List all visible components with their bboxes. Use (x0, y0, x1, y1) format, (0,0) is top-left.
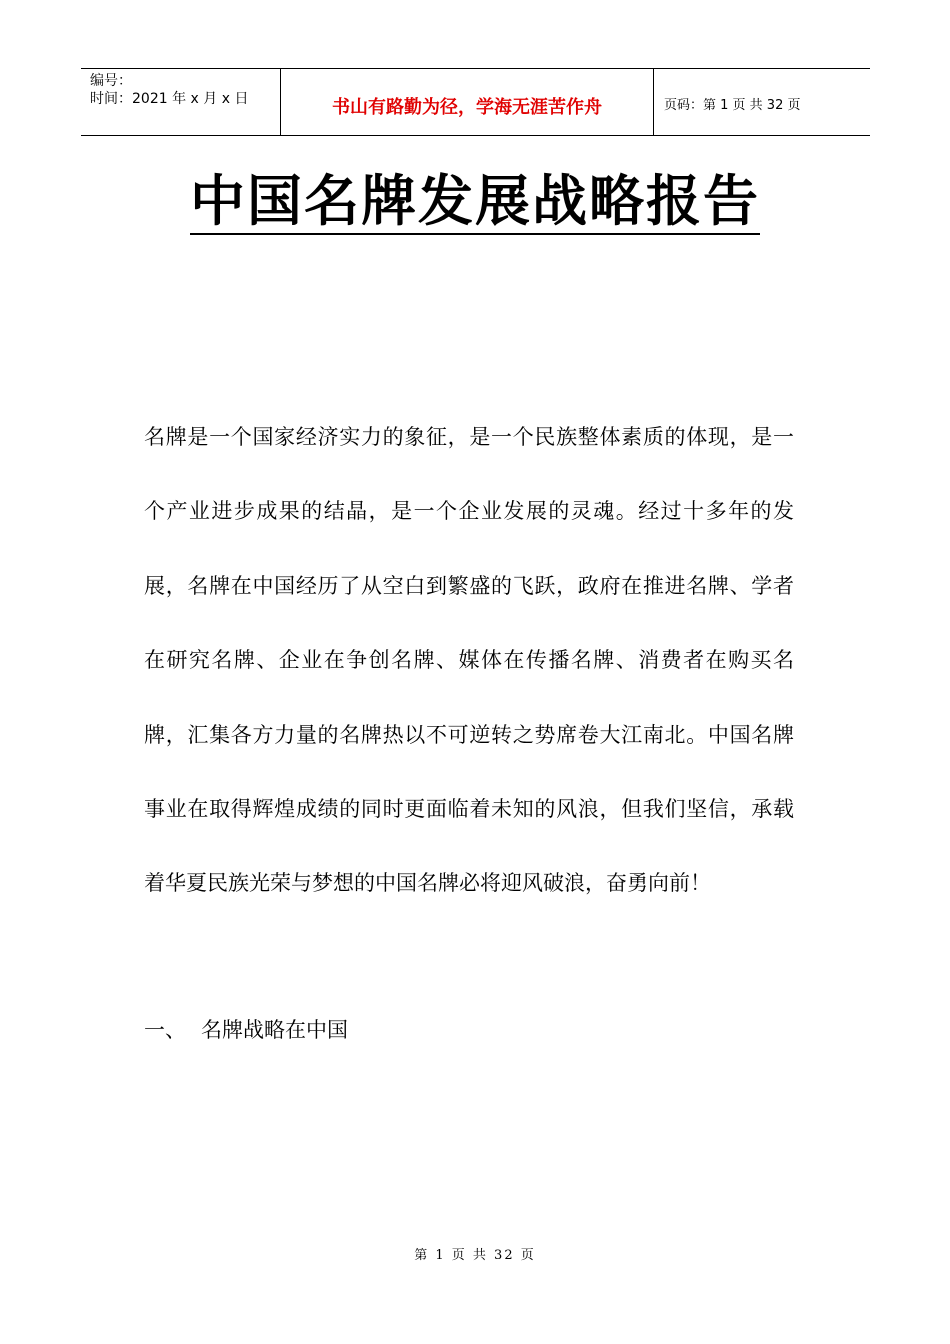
time-label: 时间：2021 年 x 月 x 日 (90, 91, 249, 107)
section-heading (144, 1012, 348, 1048)
motto-text: 书山有路勤为径，学海无涯苦作舟 (332, 97, 602, 118)
document-title (0, 166, 950, 236)
header-meta-cell (81, 69, 281, 135)
section-number: 一、 (144, 1018, 186, 1042)
header-table (81, 68, 870, 136)
document-title-text: 中国名牌发展战略报告 (189, 169, 760, 233)
header-motto-cell (281, 69, 654, 135)
page-info-text: 页码：第 1 页 共 32 页 (664, 97, 801, 113)
header-page-cell (654, 69, 870, 135)
number-label: 编号： (90, 73, 132, 89)
footer-page-number: 第 1 页 共 32 页 (414, 1248, 536, 1263)
section-title: 名牌战略在中国 (201, 1018, 348, 1042)
page-footer (0, 1244, 950, 1263)
intro-paragraph: 名牌是一个国家经济实力的象征，是一个民族整体素质的体现，是一个产业进步成果的结晶，是一个企业发展的灵魂。经过十多年的发展，名牌在中国经历了从空白到繁盛的飞跃，政府在推进名牌、学者在研究名牌、企业在争创名牌、媒体在传播名牌、消费者在购买名牌，汇集各方力量的名牌热以不可逆转之势席卷大江南北。中国名牌事业在取得辉煌成绩的同时更面临着未知的风浪，但我们坚信，承载着华夏民族光荣与梦想的中国名牌必将迎风破浪，奋勇向前！ (144, 425, 794, 896)
